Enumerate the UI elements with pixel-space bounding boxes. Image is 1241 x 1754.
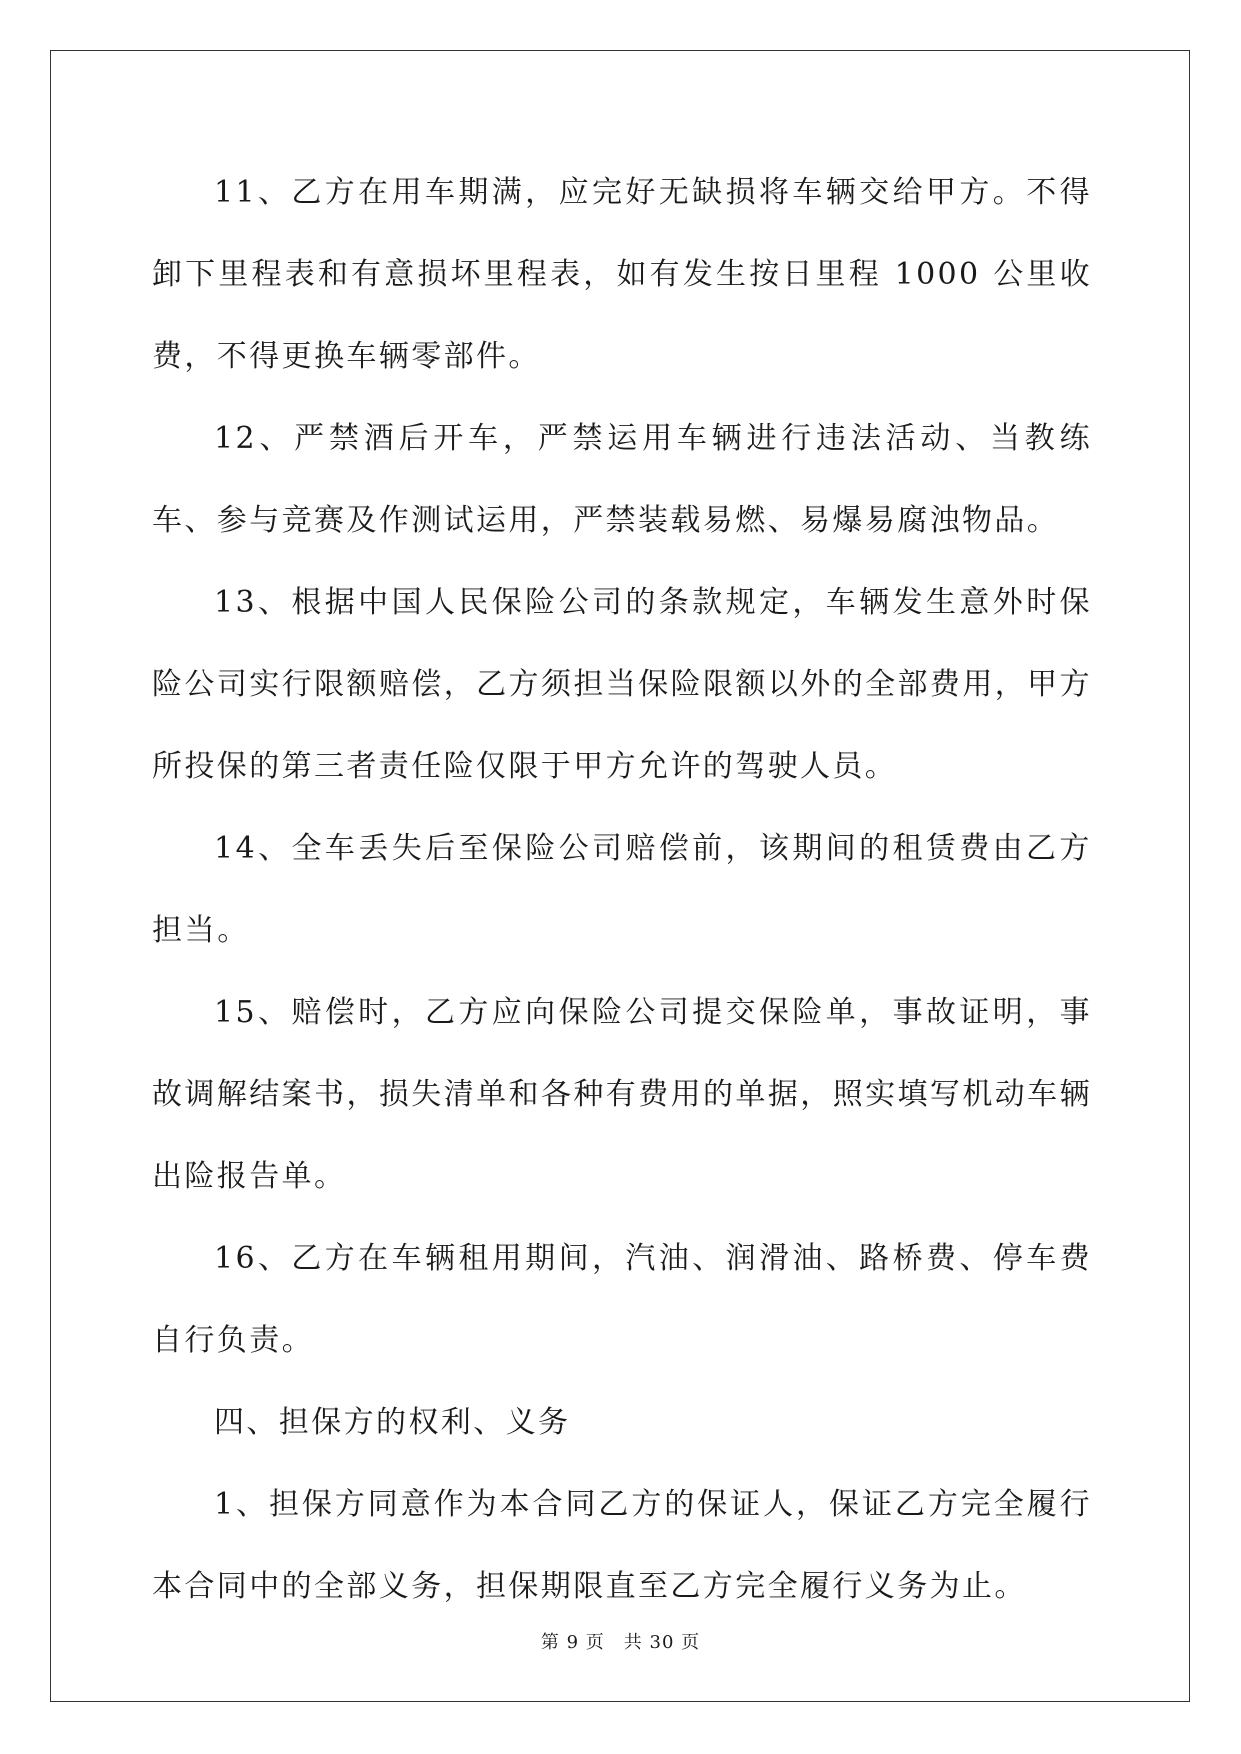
document-body (152, 152, 1092, 1628)
paragraph-clause-14: 14、全车丢失后至保险公司赔偿前，该期间的租赁费由乙方担当。 (152, 831, 1092, 948)
paragraph-clause-15: 15、赔偿时，乙方应向保险公司提交保险单，事故证明，事故调解结案书，损失清单和各种有费用的单据，照实填写机动车辆出险报告单。 (152, 995, 1092, 1194)
section-heading-guarantor: 四、担保方的权利、义务 (214, 1405, 571, 1440)
paragraph-clause-12: 12、严禁酒后开车，严禁运用车辆进行违法活动、当教练车、参与竞赛及作测试运用，严禁装载易燃、易爆易腐浊物品。 (152, 421, 1092, 538)
paragraph-clause-13: 13、根据中国人民保险公司的条款规定，车辆发生意外时保险公司实行限额赔偿，乙方须担当保险限额以外的全部费用，甲方所投保的第三者责任险仅限于甲方允许的驾驶人员。 (152, 585, 1092, 784)
page-number: 第 9 页 共 30 页 (540, 1632, 701, 1653)
paragraph-guarantor-clause-1: 1、担保方同意作为本合同乙方的保证人，保证乙方完全履行本合同中的全部义务，担保期限直至乙方完全履行义务为止。 (152, 1487, 1092, 1604)
paragraph-clause-16: 16、乙方在车辆租用期间，汽油、润滑油、路桥费、停车费自行负责。 (152, 1241, 1092, 1358)
paragraph-clause-11: 11、乙方在用车期满，应完好无缺损将车辆交给甲方。不得卸下里程表和有意损坏里程表，如有发生按日里程 1000 公里收费，不得更换车辆零部件。 (152, 175, 1092, 374)
